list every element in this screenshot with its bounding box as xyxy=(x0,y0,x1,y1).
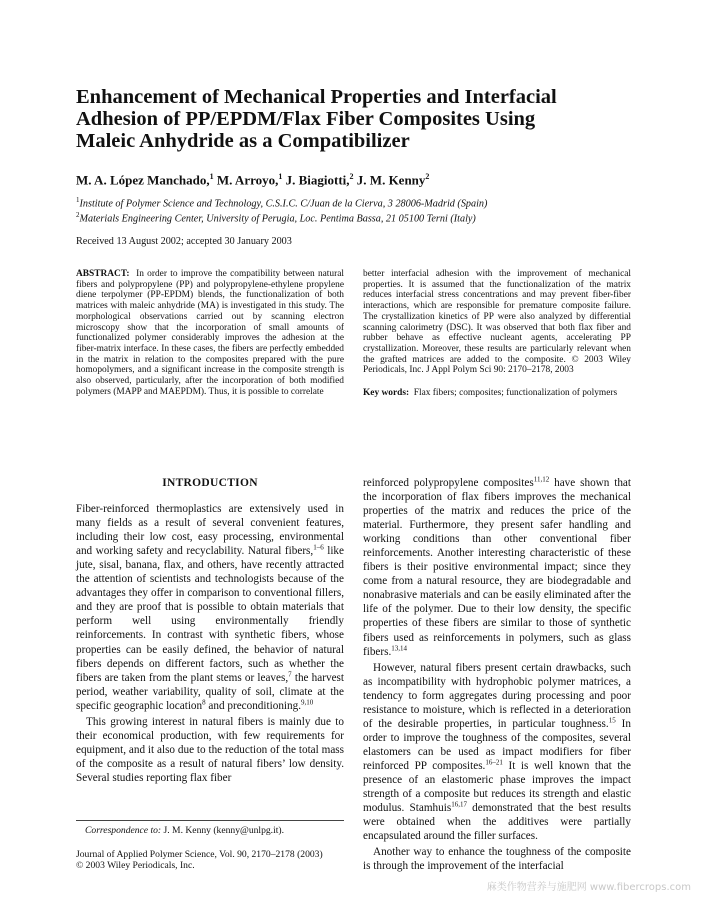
affiliation-mark: 1 xyxy=(76,196,80,204)
abstract-label: ABSTRACT: xyxy=(76,269,130,279)
paragraph xyxy=(363,661,631,844)
keywords xyxy=(363,388,631,399)
citation-ref: 16,17 xyxy=(451,800,467,809)
paragraph-text: It is well known that the presence of an elastomeric phase improves the impact strength of a composite but reduces its strength and elastic modulus. Stamhuis xyxy=(363,759,631,815)
affiliation-mark: 2 xyxy=(76,210,80,219)
author-affiliation-mark: 2 xyxy=(425,172,430,181)
citation-ref: 13,14 xyxy=(391,643,408,652)
paragraph: Another way to enhance the toughness of the composite is through the improvement of the interfacial xyxy=(363,846,631,873)
paragraph-text: demonstrated that the best results were obtained when the additives were partially encapsulated around the filler surfaces. xyxy=(363,802,631,843)
section-heading-introduction: INTRODUCTION xyxy=(162,477,258,489)
keywords-text: Flax fibers; composites; functionalization of polymers xyxy=(413,388,618,399)
author-name: M. Arroyo, xyxy=(216,172,279,188)
correspondence-text: J. M. Kenny (kenny@unlpg.it). xyxy=(161,825,285,836)
keywords-label: Key words: xyxy=(363,388,410,399)
citation-ref: 1–6 xyxy=(313,543,324,552)
body-right-column xyxy=(363,476,631,873)
abstract-text: In order to improve the compatibility between natural fibers and polypropylene (PP) and polypropylene-ethylene propylene diene terpolymer (PP-EPDM) blends, the functionalization of both matrices with maleic anhydride (MA) is investigated in this study. The morphological observations carried out by scanning electron microscopy show that the incorporation of small amounts of functionalized polymer considerably improves the adhesion at the fiber-matrix interface. In these cases, the fibers are perfectly embedded in the matrix in relation to the composites prepared with the pure homopolymers, and a significant increase in the composite strength is also observed, particularly, after the incorporation of both modified polymers (MAPP and MAEPDM). Thus, it is possible to correlate xyxy=(76,269,344,397)
correspondence-note xyxy=(85,825,284,836)
affiliations xyxy=(76,195,636,225)
correspondence-label: Correspondence to: xyxy=(85,825,162,836)
paragraph-text: and preconditioning. xyxy=(205,699,302,712)
title-line: Adhesion of PP/EPDM/Flax Fiber Composites Using xyxy=(76,108,536,130)
watermark-text: 麻类作物营养与施肥网 www.fibercrops.com xyxy=(486,882,691,893)
paragraph-text: Fiber-reinforced thermoplastics are extensively used in many fields as a result of several convenient features, including their low cost, easy processing, environmental and working safety and recyclability. Natural fibers, xyxy=(76,503,344,558)
affiliation-line xyxy=(76,210,636,225)
paragraph-text: like jute, sisal, banana, flax, and others, have recently attracted the attention of scientists and technologists because of the advantages they offer in comparison to conventional fillers, and they are proof that is possible to obtain materials that perform well using environmentally friendly reinforcements. In contrast with synthetic fibers, whose properties can be easily defined, the behavior of natural fibers depends on different factors, such as whether the fibers are taken from the plant stems or leaves, xyxy=(76,545,344,684)
abstract-text-continued: better interfacial adhesion with the improvement of mechanical properties. It is assumed that the functionalization of the matrix reduces interfacial stress concentrations and may prevent fiber-fiber interactions, which are responsible for premature composite failure. The crystallization kinetics of PP were also analyzed by differential scanning calorimetry (DSC). It was observed that both flax fiber and rubber behave as effective nucleant agents, accelerating PP crystallization. Moreover, these results are particularly relevant when the grafted matrices are added to the composite. © 2003 Wiley Periodicals, Inc. J Appl Polym Sci 90: 2170–2178, 2003 xyxy=(363,269,631,376)
author-affiliation-mark: 2 xyxy=(349,172,354,181)
paper-title xyxy=(76,86,636,152)
abstract-right-column xyxy=(363,269,631,399)
author-affiliation-mark: 1 xyxy=(209,172,214,181)
paragraph-text: have shown that the incorporation of flax fibers improves the mechanical properties of the matrix and reduces the price of the material. Furthermore, they present safer handling and working conditions than other conventional fiber reinforcements. Another interesting characteristic of these fibers is their positive environmental impact; since they come from a natural resource, they are biodegradable and nonabrasive materials and can be easily eliminated after the life of the polymer. Due to their low density, the specific properties of these fibers are similar to those of synthetic fibers used as reinforcements in polymers, such as glass fibers. xyxy=(363,477,631,658)
affiliation-line xyxy=(76,195,636,210)
citation-ref: 9,10 xyxy=(301,697,314,706)
paragraph-text: reinforced polypropylene composites xyxy=(363,477,534,489)
paragraph xyxy=(363,476,631,659)
affiliation-text: Institute of Polymer Science and Technology, C.S.I.C. C/Juan de la Cierva, 3 28006-Madrid (Spain) xyxy=(79,198,488,210)
journal-copyright: © 2003 Wiley Periodicals, Inc. xyxy=(76,860,195,871)
affiliation-text: Materials Engineering Center, University of Perugia, Loc. Pentima Bassa, 21 05100 Terni (Italy) xyxy=(79,213,476,225)
paragraph-text: However, natural fibers present certain drawbacks, such as incompatibility with hydrophobic polymer matrices, a tendency to form aggregates during processing and poor resistance to moisture, which is reflected in a deterioration of the desirable properties, in particular toughness. xyxy=(363,661,631,730)
author-name: J. M. Kenny xyxy=(356,172,426,188)
received-dates: Received 13 August 2002; accepted 30 January 2003 xyxy=(76,236,292,247)
body-left-column xyxy=(76,476,344,785)
author-name: J. Biagiotti, xyxy=(285,172,350,188)
citation-ref: 7 xyxy=(288,669,292,678)
paragraph-text: In order to improve the toughness of the composites, several elastomers can be used as impact modifiers for fiber reinforced PP composites. xyxy=(363,717,631,772)
paragraph: This growing interest in natural fibers is mainly due to their economical production, with few requirements for equipment, and it also due to the reduction of the total mass of the composite as a result of natural fibers’ low density. Several studies reporting flax fiber xyxy=(76,715,344,784)
title-line: Enhancement of Mechanical Properties and Interfacial xyxy=(76,86,557,108)
journal-info xyxy=(76,849,366,871)
paragraph-text: the harvest period, weather variability, quality of soil, climate at the specific geographic location xyxy=(76,671,344,712)
author-name: M. A. López Manchado, xyxy=(76,172,210,188)
journal-citation: Journal of Applied Polymer Science, Vol. 90, 2170–2178 (2003) xyxy=(76,849,323,860)
citation-ref: 8 xyxy=(202,697,206,706)
citation-ref: 16–21 xyxy=(485,758,503,767)
author-list xyxy=(76,172,636,188)
abstract-left-column xyxy=(76,269,344,397)
footnote-divider xyxy=(76,820,344,821)
paragraph xyxy=(76,502,344,713)
citation-ref: 15 xyxy=(608,716,616,725)
citation-ref: 11,12 xyxy=(533,475,550,484)
author-affiliation-mark: 1 xyxy=(278,172,283,181)
title-line: Maleic Anhydride as a Compatibilizer xyxy=(76,130,410,152)
